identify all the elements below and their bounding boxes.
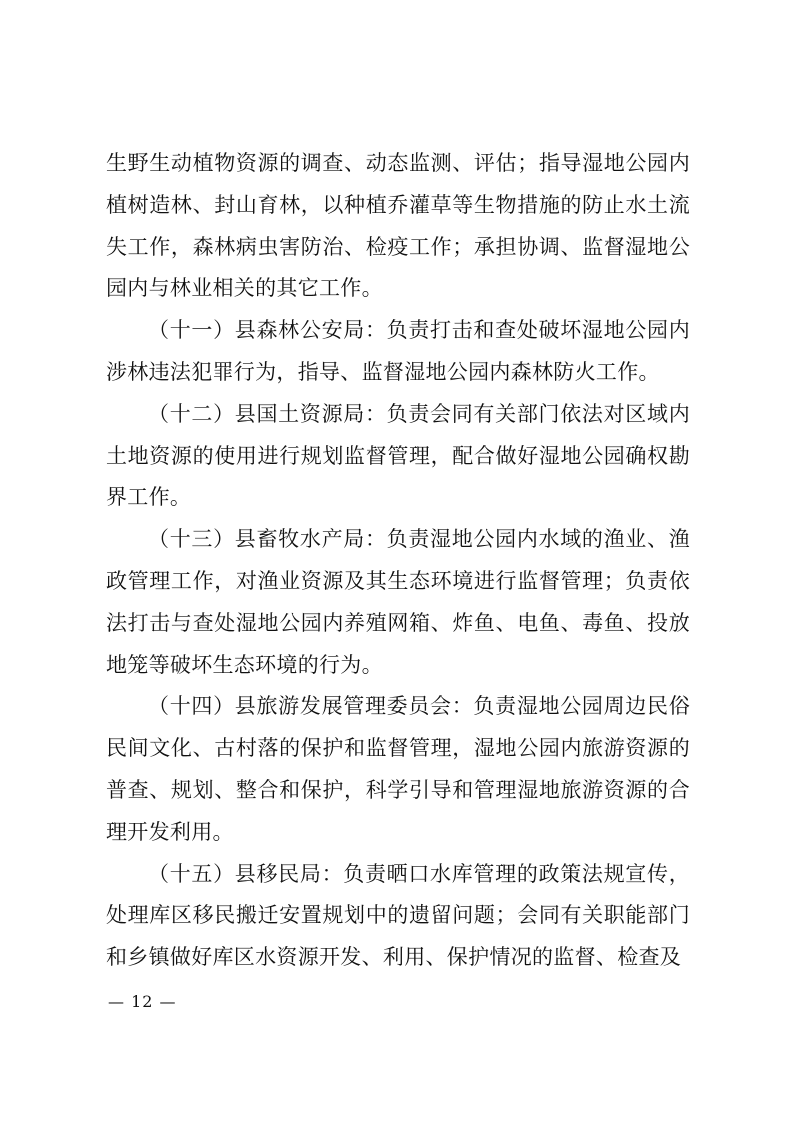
paragraph-item-12: （十二）县国土资源局：负责会同有关部门依法对区域内土地资源的使用进行规划监督管理，配合做好湿地公园确权勘界工作。 [106,401,690,510]
paragraph-item-14: （十四）县旅游发展管理委员会：负责湿地公园周边民俗民间文化、古村落的保护和监督管理，湿地公园内旅游资源的普查、规划、整合和保护，科学引导和管理湿地旅游资源的合理开发利用。 [106,694,690,844]
document-body [106,143,690,979]
paragraph-item-15: （十五）县移民局：负责晒口水库管理的政策法规宣传，处理库区移民搬迁安置规划中的遗留问题；会同有关职能部门和乡镇做好库区水资源开发、利用、保护情况的监督、检查及 [106,861,690,970]
paragraph-item-11: （十一）县森林公安局：负责打击和查处破坏湿地公园内涉林违法犯罪行为，指导、监督湿地公园内森林防火工作。 [106,318,690,384]
page-number: — 12 — [108,992,177,1011]
paragraph-item-13: （十三）县畜牧水产局：负责湿地公园内水域的渔业、渔政管理工作，对渔业资源及其生态环境进行监督管理；负责依法打击与查处湿地公园内养殖网箱、炸鱼、电鱼、毒鱼、投放地笼等破坏生态环境的行为。 [106,527,690,677]
paragraph-continuation: 生野生动植物资源的调查、动态监测、评估；指导湿地公园内植树造林、封山育林，以种植乔灌草等生物措施的防止水土流失工作，森林病虫害防治、检疫工作；承担协调、监督湿地公园内与林业相关的其它工作。 [106,151,690,301]
